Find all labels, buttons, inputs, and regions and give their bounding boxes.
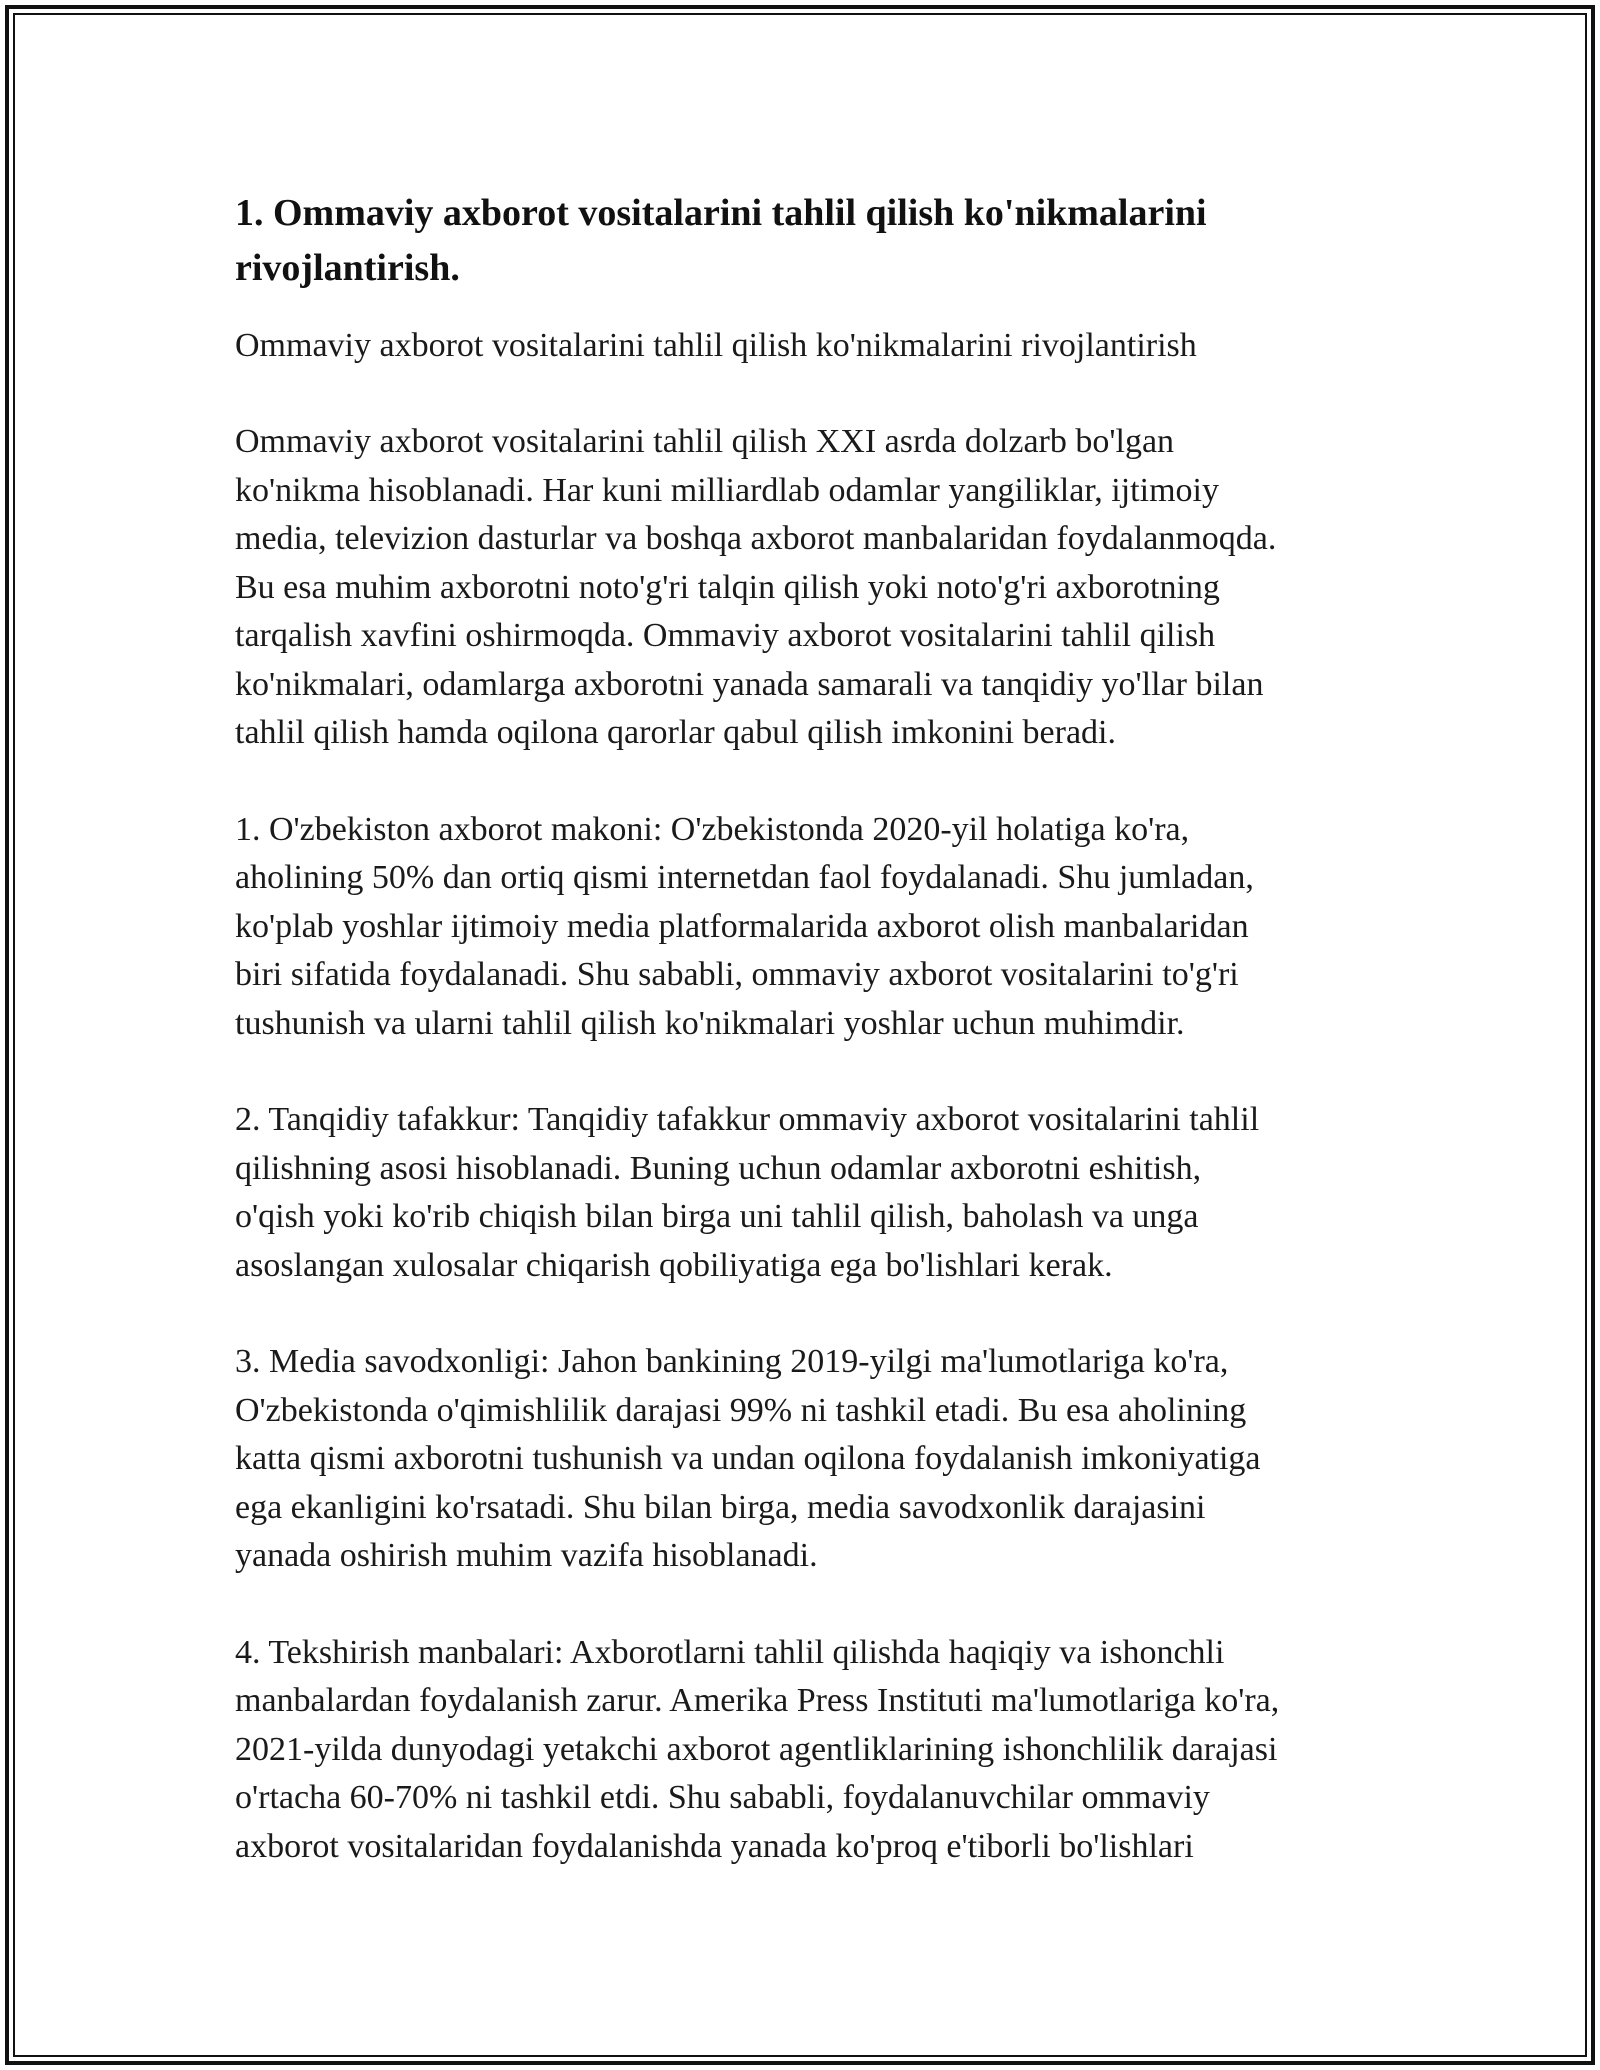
document-title bbox=[235, 186, 1375, 296]
text-line: katta qismi axborotni tushunish va undan oqilona foydalanish imkoniyatiga bbox=[235, 1440, 1261, 1477]
document-body bbox=[235, 186, 1375, 1871]
text-line: manbalardan foydalanish zarur. Amerika Press Instituti ma'lumotlariga ko'ra, bbox=[235, 1682, 1280, 1719]
text-line: tushunish va ularni tahlil qilish ko'nikmalari yoshlar uchun muhimdir. bbox=[235, 1004, 1185, 1042]
text-line: o'rtacha 60-70% ni tashkil etdi. Shu sababli, foydalanuvchilar ommaviy bbox=[235, 1779, 1210, 1816]
text-line: 4. Tekshirish manbalari: Axborotlarni tahlil qilishda haqiqiy va ishonchli bbox=[235, 1633, 1225, 1671]
paragraph-item-2 bbox=[235, 1096, 1375, 1290]
text-line: 3. Media savodxonligi: Jahon bankining 2019-yilgi ma'lumotlariga ko'ra, bbox=[235, 1343, 1229, 1380]
paragraph-item-1 bbox=[235, 806, 1375, 1049]
document-subtitle: Ommaviy axborot vositalarini tahlil qilish ko'nikmalarini rivojlantirish bbox=[235, 327, 1197, 364]
text-line: Bu esa muhim axborotni noto'g'ri talqin qilish yoki noto'g'ri axborotning bbox=[235, 568, 1220, 606]
text-line: tahlil qilish hamda oqilona qarorlar qabul qilish imkonini beradi. bbox=[235, 714, 1116, 751]
paragraph-item-4 bbox=[235, 1629, 1375, 1872]
title-line: rivojlantirish. bbox=[235, 247, 460, 289]
title-line: 1. Ommaviy axborot vositalarini tahlil qilish ko'nikmalarini bbox=[235, 192, 1207, 234]
text-line: ko'nikmalari, odamlarga axborotni yanada samarali va tanqidiy yo'llar bilan bbox=[235, 665, 1264, 703]
paragraph-item-3 bbox=[235, 1338, 1375, 1581]
text-line: ko'plab yoshlar ijtimoiy media platformalarida axborot olish manbalaridan bbox=[235, 907, 1249, 945]
text-line: qilishning asosi hisoblanadi. Buning uchun odamlar axborotni eshitish, bbox=[235, 1149, 1202, 1187]
text-line: ega ekanligini ko'rsatadi. Shu bilan birga, media savodxonlik darajasini bbox=[235, 1488, 1206, 1526]
text-line: asoslangan xulosalar chiqarish qobiliyatiga ega bo'lishlari kerak. bbox=[235, 1246, 1113, 1284]
text-line: o'qish yoki ko'rib chiqish bilan birga uni tahlil qilish, baholash va unga bbox=[235, 1198, 1199, 1235]
text-line: media, televizion dasturlar va boshqa axborot manbalaridan foydalanmoqda. bbox=[235, 520, 1277, 557]
text-line: 1. O'zbekiston axborot makoni: O'zbekistonda 2020-yil holatiga ko'ra, bbox=[235, 810, 1190, 848]
text-line: axborot vositalaridan foydalanishda yanada ko'proq e'tiborli bo'lishlari bbox=[235, 1827, 1194, 1865]
paragraph-intro bbox=[235, 418, 1375, 758]
text-line: tarqalish xavfini oshirmoqda. Ommaviy axborot vositalarini tahlil qilish bbox=[235, 617, 1216, 654]
text-line: O'zbekistonda o'qimishlilik darajasi 99% ni tashkil etadi. Bu esa aholining bbox=[235, 1391, 1247, 1429]
text-line: aholining 50% dan ortiq qismi internetdan faol foydalanadi. Shu jumladan, bbox=[235, 859, 1254, 896]
text-line: yanada oshirish muhim vazifa hisoblanadi. bbox=[235, 1537, 818, 1574]
text-line: ko'nikma hisoblanadi. Har kuni milliardlab odamlar yangiliklar, ijtimoiy bbox=[235, 471, 1219, 509]
text-line: Ommaviy axborot vositalarini tahlil qilish XXI asrda dolzarb bo'lgan bbox=[235, 423, 1175, 460]
text-line: 2. Tanqidiy tafakkur: Tanqidiy tafakkur ommaviy axborot vositalarini tahlil bbox=[235, 1101, 1260, 1138]
text-line: 2021-yilda dunyodagi yetakchi axborot agentliklarining ishonchlilik darajasi bbox=[235, 1730, 1278, 1768]
text-line: biri sifatida foydalanadi. Shu sababli, ommaviy axborot vositalarini to'g'ri bbox=[235, 956, 1239, 993]
